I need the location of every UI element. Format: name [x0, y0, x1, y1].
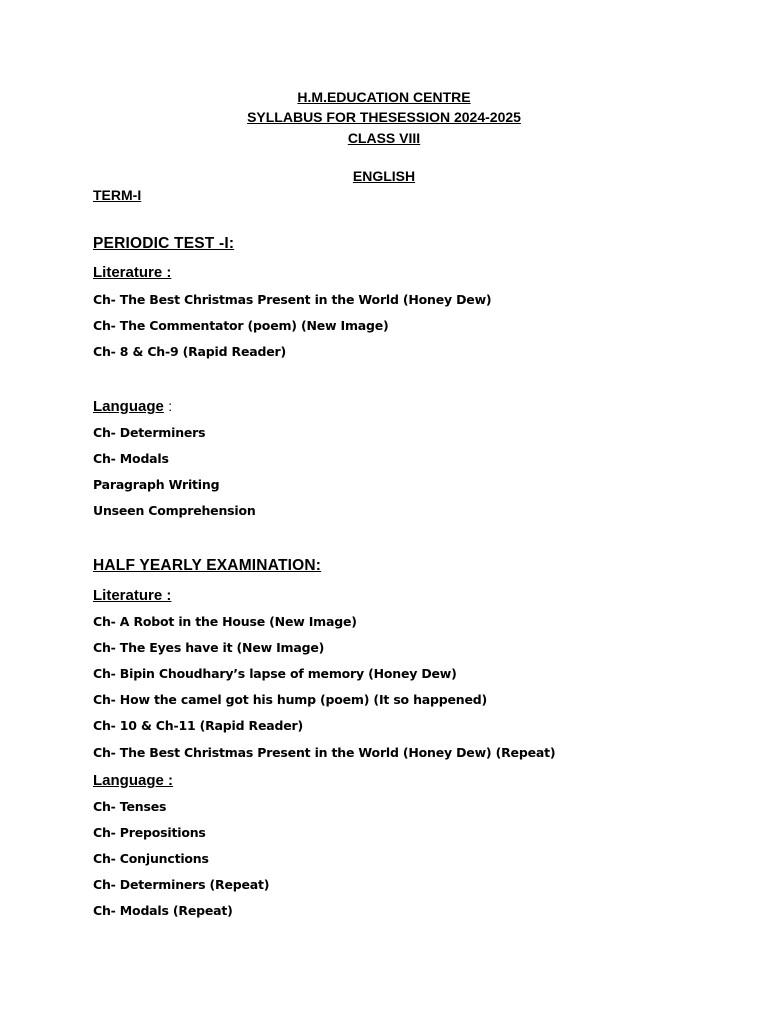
- class-title: CLASS VIII: [347, 130, 421, 146]
- pt-literature-item: Ch- 8 & Ch-9 (Rapid Reader): [93, 344, 286, 359]
- pt-language-label: Language: [93, 398, 164, 415]
- syllabus-title: SYLLABUS FOR THESESSION 2024-2025: [247, 109, 521, 125]
- pt-literature-item: Ch- The Best Christmas Present in the World (Honey Dew): [93, 292, 492, 307]
- pt-language-item: Unseen Comprehension: [93, 503, 256, 518]
- hy-literature-heading: Literature :: [93, 587, 172, 604]
- periodic-test-heading: PERIODIC TEST -I:: [93, 235, 235, 252]
- institution-title: H.M.EDUCATION CENTRE: [297, 89, 471, 105]
- hy-language-item: Ch- Conjunctions: [93, 851, 209, 866]
- pt-language-item: Ch- Determiners: [93, 425, 206, 440]
- pt-literature-heading: Literature :: [93, 264, 172, 281]
- hy-language-item: Ch- Modals (Repeat): [93, 903, 233, 918]
- pt-language-item: Ch- Modals: [93, 451, 169, 466]
- subject-title: ENGLISH: [352, 168, 416, 184]
- pt-language-item: Paragraph Writing: [93, 477, 220, 492]
- hy-literature-item: Ch- Bipin Choudhary’s lapse of memory (Honey Dew): [93, 666, 457, 681]
- hy-literature-item: Ch- A Robot in the House (New Image): [93, 614, 357, 629]
- half-yearly-heading: HALF YEARLY EXAMINATION:: [93, 557, 322, 574]
- hy-literature-item: Ch- 10 & Ch-11 (Rapid Reader): [93, 718, 303, 733]
- pt-literature-item: Ch- The Commentator (poem) (New Image): [93, 318, 389, 333]
- hy-language-item: Ch- Tenses: [93, 799, 167, 814]
- hy-language-item: Ch- Determiners (Repeat): [93, 877, 270, 892]
- pt-language-heading: [93, 398, 172, 416]
- term-heading: TERM-I: [93, 187, 142, 203]
- hy-language-item: Ch- Prepositions: [93, 825, 206, 840]
- hy-language-heading: Language :: [93, 772, 174, 789]
- hy-literature-item: Ch- How the camel got his hump (poem) (It so happened): [93, 692, 488, 707]
- pt-language-colon: :: [168, 398, 173, 414]
- hy-literature-item: Ch- The Best Christmas Present in the World (Honey Dew) (Repeat): [93, 745, 556, 760]
- hy-literature-item: Ch- The Eyes have it (New Image): [93, 640, 325, 655]
